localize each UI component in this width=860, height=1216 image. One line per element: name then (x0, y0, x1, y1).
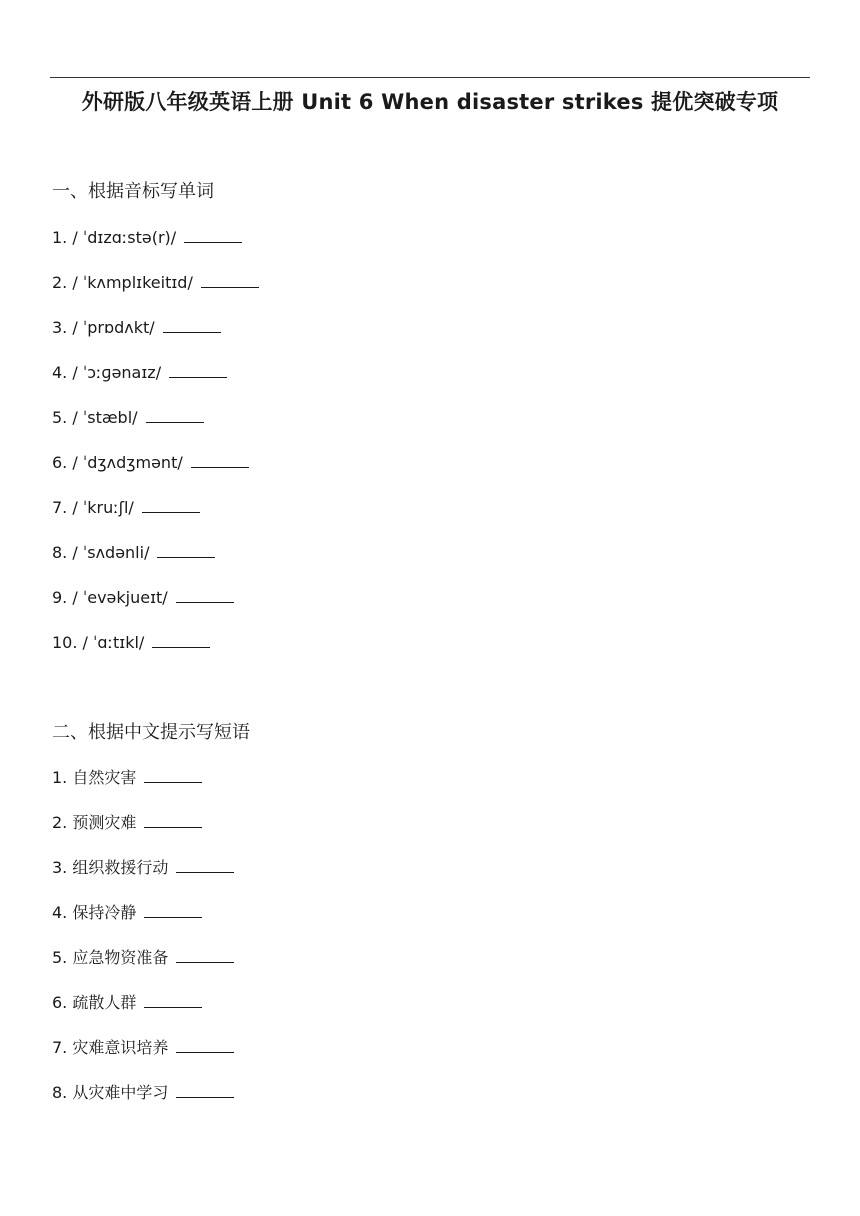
phonetic-question-4 (52, 362, 227, 384)
chinese-prompt: 自然灾害 (72, 768, 137, 787)
phrase-question-2 (52, 812, 202, 834)
phonetic-text: / ˈkruːʃl/ (72, 498, 134, 517)
answer-blank[interactable] (176, 1083, 234, 1098)
section-1-heading: 一、根据音标写单词 (52, 181, 214, 202)
answer-blank[interactable] (152, 633, 210, 648)
answer-blank[interactable] (176, 948, 234, 963)
question-number: 4. (52, 903, 68, 922)
answer-blank[interactable] (176, 1038, 234, 1053)
question-number: 8. (52, 1083, 68, 1102)
phrase-question-7 (52, 1037, 234, 1059)
page-title: 外研版八年级英语上册 Unit 6 When disaster strikes 提优突破专项 (81, 90, 779, 114)
question-number: 2. (52, 813, 68, 832)
phonetic-question-8 (52, 542, 215, 564)
phonetic-question-6 (52, 452, 249, 474)
phrase-question-6 (52, 992, 202, 1014)
phonetic-question-7 (52, 497, 200, 519)
question-number: 1. (52, 228, 68, 247)
phonetic-text: / ˈprɒdʌkt/ (72, 318, 155, 337)
phrase-question-4 (52, 902, 202, 924)
chinese-prompt: 应急物资准备 (72, 948, 169, 967)
answer-blank[interactable] (142, 498, 200, 513)
question-number: 10. (52, 633, 78, 652)
answer-blank[interactable] (144, 903, 202, 918)
phonetic-question-3 (52, 317, 221, 339)
phonetic-question-9 (52, 587, 234, 609)
phrase-question-3 (52, 857, 234, 879)
chinese-prompt: 灾难意识培养 (72, 1038, 169, 1057)
section-2-heading: 二、根据中文提示写短语 (52, 722, 250, 743)
question-number: 3. (52, 318, 68, 337)
phonetic-text: / ˈdɪzɑːstə(r)/ (72, 228, 177, 247)
phonetic-text: / ˈsʌdənli/ (72, 543, 150, 562)
phonetic-question-1 (52, 227, 242, 249)
answer-blank[interactable] (176, 588, 234, 603)
phonetic-question-5 (52, 407, 204, 429)
answer-blank[interactable] (176, 858, 234, 873)
phonetic-text: / ˈɔːɡənaɪz/ (72, 363, 162, 382)
phrase-question-5 (52, 947, 234, 969)
phonetic-text: / ˈevəkjueɪt/ (72, 588, 168, 607)
chinese-prompt: 疏散人群 (72, 993, 137, 1012)
answer-blank[interactable] (144, 993, 202, 1008)
answer-blank[interactable] (184, 228, 242, 243)
question-number: 3. (52, 858, 68, 877)
answer-blank[interactable] (144, 768, 202, 783)
phrase-question-8 (52, 1082, 234, 1104)
chinese-prompt: 预测灾难 (72, 813, 137, 832)
question-number: 8. (52, 543, 68, 562)
chinese-prompt: 保持冷静 (72, 903, 137, 922)
phonetic-text: / ˈkʌmplɪkeitɪd/ (72, 273, 193, 292)
phonetic-text: / ˈstæbl/ (72, 408, 138, 427)
phonetic-question-2 (52, 272, 259, 294)
phonetic-question-10 (52, 632, 210, 654)
answer-blank[interactable] (169, 363, 227, 378)
question-number: 4. (52, 363, 68, 382)
chinese-prompt: 从灾难中学习 (72, 1083, 169, 1102)
question-number: 7. (52, 1038, 68, 1057)
answer-blank[interactable] (163, 318, 221, 333)
question-number: 1. (52, 768, 68, 787)
phonetic-text: / ˈdʒʌdʒmənt/ (72, 453, 183, 472)
question-number: 6. (52, 453, 68, 472)
answer-blank[interactable] (191, 453, 249, 468)
phonetic-text: / ˈɑːtɪkl/ (82, 633, 145, 652)
question-number: 7. (52, 498, 68, 517)
question-number: 2. (52, 273, 68, 292)
question-number: 5. (52, 408, 68, 427)
question-number: 6. (52, 993, 68, 1012)
answer-blank[interactable] (157, 543, 215, 558)
answer-blank[interactable] (144, 813, 202, 828)
question-number: 5. (52, 948, 68, 967)
header-rule (50, 77, 810, 78)
answer-blank[interactable] (201, 273, 259, 288)
answer-blank[interactable] (146, 408, 204, 423)
phrase-question-1 (52, 767, 202, 789)
question-number: 9. (52, 588, 68, 607)
chinese-prompt: 组织救援行动 (72, 858, 169, 877)
